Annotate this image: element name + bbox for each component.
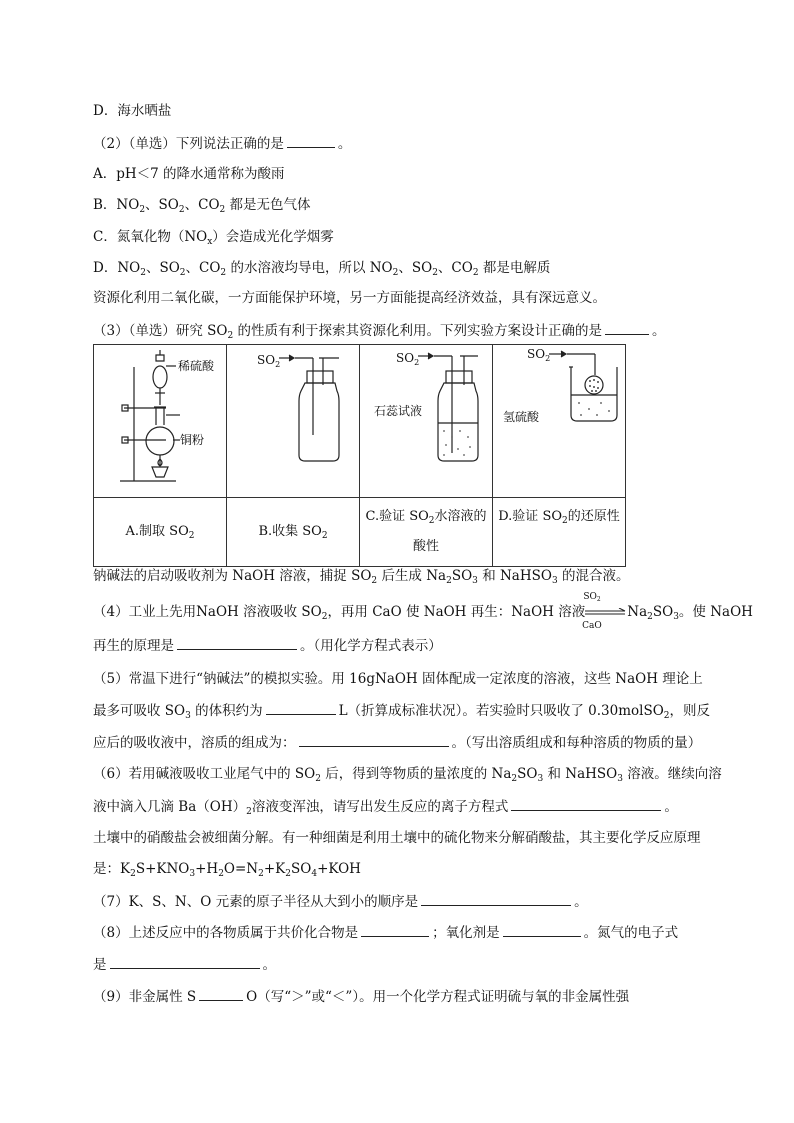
q2-option-c: C．氮氧化物$(NO_x)$会造成光化学烟雾 <box>93 229 334 247</box>
question-5-line2: 最多可吸收 $SO_3$ 的体积约为 L（折算成标准状况）。若实验时只吸收了 0.30molSO$_2$，则反 <box>93 703 711 721</box>
label-dilute-sulfuric-acid: 稀硫酸 <box>178 359 215 373</box>
answer-blank[interactable] <box>503 923 581 937</box>
caption-c: C.验证 $SO_2$水溶液的 酸性 <box>360 498 493 567</box>
apparatus-b-cell <box>227 345 360 498</box>
option-d: D．海水晒盐 <box>93 103 172 119</box>
question-8-line1: （8）上述反应中的各物质属于共价化合物是 ；氧化剂是 。氮气的电子式 <box>93 925 679 941</box>
intro-co2: 资源化利用二氧化碳，一方面能保护环境，另一方面能提高经济效益，具有深远意义。 <box>93 290 606 306</box>
intro-sodium-alkali: 钠碱法的启动吸收剂为 NaOH 溶液，捕捉 $SO_2$ 后生成 $Na_2SO_3$ 和 NaHSO$_3$ 的混合液。 <box>93 568 630 586</box>
arrow-condition-bottom: CaO <box>582 621 602 631</box>
question-9: （9）非金属性 S O（写“＞”或“＜”）。用一个化学方程式证明硫与氧的非金属性强 <box>93 989 630 1005</box>
answer-blank[interactable] <box>299 733 449 747</box>
q2-option-b: B．$NO_2$、$SO_2$、$CO_2$ 都是无色气体 <box>93 197 311 215</box>
answer-blank[interactable] <box>199 987 243 1001</box>
label-so2-b: $SO_2$ <box>257 353 281 369</box>
answer-blank[interactable] <box>421 892 571 906</box>
q2-option-d: D．$NO_2$、$SO_2$、$CO_2$ 的水溶液均导电，所以 $NO_2$、$SO_2$、$CO_2$ 都是电解质 <box>93 260 551 278</box>
answer-blank[interactable] <box>605 321 649 335</box>
answer-blank[interactable] <box>511 797 661 811</box>
apparatus-b-diagram <box>227 345 359 493</box>
caption-b: B.收集 $SO_2$ <box>227 498 360 567</box>
q2-option-a: A．pH＜7 的降水通常称为酸雨 <box>93 166 285 182</box>
apparatus-a-cell <box>94 345 227 498</box>
answer-blank[interactable] <box>177 636 297 650</box>
intro-nitrate: 土壤中的硝酸盐会被细菌分解。有一种细菌是利用土壤中的硫化物来分解硝酸盐，其主要化学反应原理 <box>93 830 701 846</box>
apparatus-d-cell <box>493 345 626 498</box>
arrow-condition-top: $SO_2$ <box>583 592 601 603</box>
apparatus-a-diagram <box>94 345 226 493</box>
question-6-line2: 液中滴入几滴 $Ba(OH)_2$溶液变浑浊，请写出发生反应的离子方程式 。 <box>93 799 678 817</box>
answer-blank[interactable] <box>110 955 260 969</box>
reaction-arrow <box>585 606 627 616</box>
caption-a: A.制取 $SO_2$ <box>94 498 227 567</box>
question-4-line2: 再生的原理是 。（用化学方程式表示） <box>93 638 442 654</box>
answer-blank[interactable] <box>361 923 429 937</box>
label-hydrosulfuric-acid: 氢硫酸 <box>503 410 540 424</box>
question-7: （7）K、S、N、O 元素的原子半径从大到小的顺序是 。 <box>93 894 588 910</box>
answer-blank[interactable] <box>266 701 336 715</box>
label-litmus-solution: 石蕊试液 <box>374 404 423 418</box>
question-5-line1: （5）常温下进行“钠碱法”的模拟实验。用 16gNaOH 固体配成一定浓度的溶液，这些 NaOH 理论上 <box>93 671 703 687</box>
label-copper-powder: 铜粉 <box>180 433 205 447</box>
answer-blank[interactable] <box>287 134 335 148</box>
question-5-line3: 应后的吸收液中，溶质的组成为： 。（写出溶质组成和每种溶质的物质的量） <box>93 735 702 751</box>
question-8-line2: 是 。 <box>93 957 276 973</box>
question-4: （4）工业上先用NaOH 溶液吸收 $SO_2$，再用 CaO 使 NaOH 再生：NaOH 溶液 $Na_2SO_3$。使 NaOH <box>93 604 753 622</box>
intro-nitrate-equation: 是：$K_2S+KNO_3+H_2O=N_2+K_2SO_4+KOH$ <box>93 861 361 879</box>
apparatus-c-cell <box>360 345 493 498</box>
label-so2-d: $SO_2$ <box>527 347 551 363</box>
question-2: （2）（单选）下列说法正确的是 。 <box>93 136 352 152</box>
label-so2-c: $SO_2$ <box>396 351 420 367</box>
apparatus-c-diagram <box>360 345 492 493</box>
caption-d: D.验证 $SO_2$的还原性 <box>493 498 626 567</box>
apparatus-d-diagram <box>493 345 625 493</box>
question-6-line1: （6）若用碱液吸收工业尾气中的 $SO_2$ 后，得到等物质的量浓度的 $Na_2SO_3$ 和 NaHSO$_3$ 溶液。继续向溶 <box>93 766 722 784</box>
experiment-table <box>93 344 626 567</box>
question-3: （3）（单选）研究 $SO_2$ 的性质有利于探索其资源化利用。下列实验方案设计正确的是 。 <box>93 323 666 341</box>
